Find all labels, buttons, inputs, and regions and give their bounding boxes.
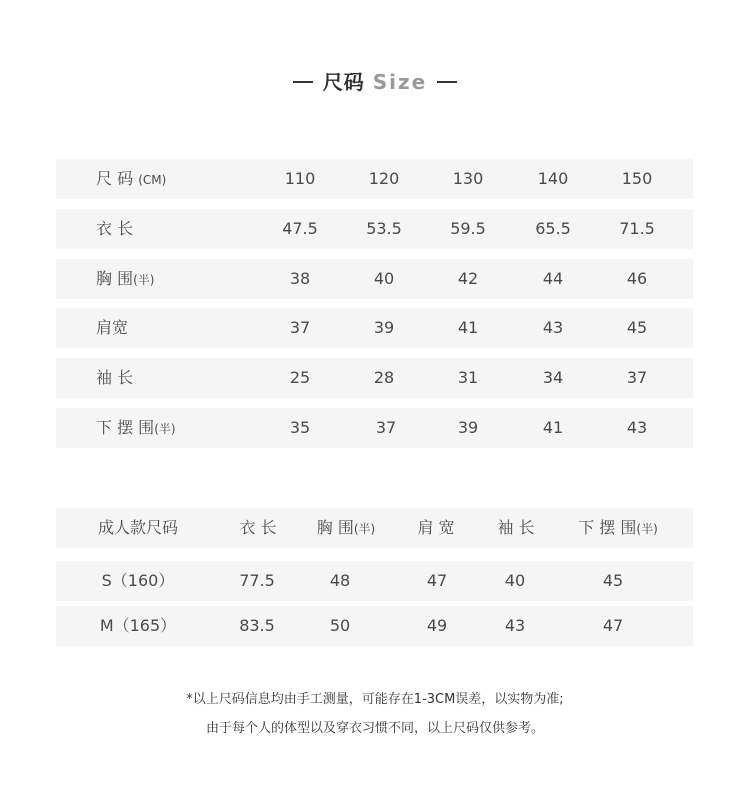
adult-size-label: M（165）: [99, 616, 177, 635]
table-cell: 43: [504, 616, 526, 635]
table-cell: 39: [373, 318, 395, 337]
row-label: 胸 围(半): [96, 269, 155, 288]
table-cell: 34: [542, 368, 564, 387]
adult-header-shoulder: 肩 宽: [417, 518, 455, 537]
table-cell: 37: [626, 368, 648, 387]
adult-header-chest: 胸 围(半): [316, 518, 376, 537]
row-label: 下 摆 围(半): [96, 418, 176, 437]
adult-row-s: [56, 561, 693, 601]
table-cell: 47: [426, 571, 448, 590]
table-cell: 65.5: [535, 219, 571, 238]
kids-size-130: 130: [452, 169, 484, 188]
table-cell: 42: [457, 269, 479, 288]
kids-row-sleeve: [56, 358, 693, 398]
table-cell: 47: [602, 616, 624, 635]
adult-header-length: 衣 长: [239, 518, 277, 537]
adult-header-sleeve: 袖 长: [497, 518, 535, 537]
table-cell: 38: [289, 269, 311, 288]
kids-row-hem: [56, 408, 693, 448]
title-right-dash: [437, 81, 457, 83]
adult-header-size: 成人款尺码: [97, 518, 179, 537]
table-cell: 83.5: [239, 616, 275, 635]
kids-header-label: 尺 码 (CM): [96, 169, 167, 188]
title-en: Size: [372, 70, 428, 94]
adult-header-row: [56, 508, 693, 548]
table-cell: 59.5: [450, 219, 486, 238]
table-cell: 25: [289, 368, 311, 387]
adult-size-label: S（160）: [101, 571, 175, 590]
table-cell: 40: [373, 269, 395, 288]
table-cell: 44: [542, 269, 564, 288]
table-cell: 47.5: [282, 219, 318, 238]
table-cell: 31: [457, 368, 479, 387]
table-cell: 43: [542, 318, 564, 337]
table-cell: 49: [426, 616, 448, 635]
table-cell: 41: [457, 318, 479, 337]
table-cell: 50: [329, 616, 351, 635]
table-cell: 43: [626, 418, 648, 437]
kids-row-length: [56, 209, 693, 249]
row-label: 衣 长: [96, 219, 134, 238]
adult-row-m: [56, 606, 693, 646]
table-cell: 28: [373, 368, 395, 387]
reference-note: 由于每个人的体型以及穿衣习惯不同，以上尺码仅供参考。: [205, 721, 544, 736]
kids-size-140: 140: [537, 169, 569, 188]
table-cell: 71.5: [619, 219, 655, 238]
title-left-dash: [293, 81, 313, 83]
table-cell: 45: [626, 318, 648, 337]
kids-row-chest: [56, 259, 693, 299]
table-cell: 48: [329, 571, 351, 590]
adult-header-hem: 下 摆 围(半): [578, 518, 658, 537]
kids-row-shoulder: [56, 308, 693, 348]
kids-size-110: 110: [284, 169, 316, 188]
measurement-note: *以上尺码信息均由手工测量，可能存在1-3CM误差，以实物为准;: [186, 692, 564, 707]
table-cell: 39: [457, 418, 479, 437]
table-cell: 45: [602, 571, 624, 590]
table-cell: 40: [504, 571, 526, 590]
section-title: [0, 66, 750, 95]
row-label: 袖 长: [96, 368, 134, 387]
table-cell: 77.5: [239, 571, 275, 590]
table-cell: 35: [289, 418, 311, 437]
table-cell: 37: [375, 418, 397, 437]
kids-size-120: 120: [368, 169, 400, 188]
kids-header-row: [56, 159, 693, 199]
title-zh: 尺码: [322, 70, 365, 94]
row-label: 肩宽: [96, 318, 129, 337]
kids-size-150: 150: [621, 169, 653, 188]
table-cell: 37: [289, 318, 311, 337]
table-cell: 41: [542, 418, 564, 437]
table-cell: 53.5: [366, 219, 402, 238]
table-cell: 46: [626, 269, 648, 288]
